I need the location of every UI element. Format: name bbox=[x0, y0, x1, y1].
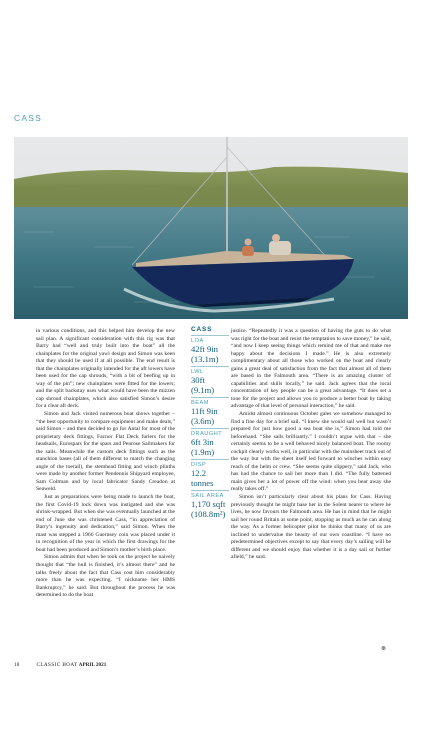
spec-box bbox=[191, 326, 229, 521]
spec-item-draught bbox=[191, 431, 229, 457]
spec-title: CASS bbox=[191, 326, 213, 333]
spec-label: DISP bbox=[191, 462, 207, 468]
spec-value: (108.8m²) bbox=[191, 509, 226, 519]
spec-label: LOA bbox=[191, 338, 204, 344]
spec-item-loa bbox=[191, 338, 229, 364]
spec-label: LWL bbox=[191, 369, 204, 375]
yacht-photo bbox=[14, 137, 408, 319]
page-number: 18 bbox=[14, 662, 20, 668]
spec-value: 6ft 3in bbox=[191, 437, 214, 447]
yacht-photo-art bbox=[14, 137, 408, 319]
spec-item-disp bbox=[191, 462, 229, 488]
spec-item-sail-area bbox=[191, 493, 229, 519]
spec-item-lwl bbox=[191, 369, 229, 395]
paragraph: Amidst almost continuous October gales we somehow managed to find a fine day for a brief sail. “I knew she would sail well but wasn’t prepared for just how good a sea boat she is,” Simon had told me beforehand. “She sails brilliantly.” I couldn’t argue with that – she certainly seems to be a well behaved nicely balanced boat. The roomy cockpit clearly works well, in particular with the mainsheet track out of the way but with the sheet itself led forward to winches within easy reach of the helm or crew. “She seems quite slippery,” said Jack, who has had the chance to sail her more than I did. “The fully battened main gives her a lot of power off the wind: when you bear away she really takes off.” bbox=[231, 411, 391, 493]
spec-value: (3.6m) bbox=[191, 416, 215, 426]
spec-item-beam bbox=[191, 400, 229, 426]
spec-divider bbox=[191, 397, 229, 398]
spec-divider bbox=[191, 490, 229, 491]
spec-value: (13.1m) bbox=[191, 354, 219, 364]
section-tag: CASS bbox=[14, 113, 42, 123]
end-mark-icon: ⊛ bbox=[381, 646, 387, 652]
spec-divider bbox=[191, 459, 229, 460]
paragraph: Simon and Jack visited numerous boat shows together – “the best opportunity to compare equipment and make deals,” said Simon – and then decided to go for Antal for most of the proprietary deck fittings, Facnor Flat Deck furlers for the headsails, Eurospars for the spars and Penrose Sailmakers for the sails. Meanwhile the custom deck fittings such as the stanchion bases (all of them different to match the changing angle of the toerail), the stemhead fitting and winch plinths were made by another former Pendennis Shipyard employee, Sam Coltman and by local fabricator Sandy Creadon at Seaweld. bbox=[36, 411, 175, 493]
spec-label: BEAM bbox=[191, 400, 209, 406]
spec-value: 42ft 9in bbox=[191, 344, 218, 354]
paragraph: Simon admits that when he took on the project he naively thought that “the hull is finished, it’s almost there” and he talks freely about the fact that Cass cost him considerably more than he was expecting. “I nickname her HMS Bankruptcy,” he said. But throughout the process he was determined to do the boat bbox=[36, 554, 175, 599]
spec-value: 11ft 9in bbox=[191, 406, 218, 416]
paragraph: Simon isn’t particularly clear about his plans for Cass. Having previously thought he might base her in the Solent nearer to where he lives, he now favours the Falmouth area. He has in mind that he might sail her round Britain at some point, stopping as much as he can along the way. As a former helicopter pilot he thinks that many of us are inclined to undervalue the beauty of our own coastline. “I have no predetermined objectives except to say that every day’s sailing will be different and we should enjoy that whether it is a day sail or further afield,” he said. bbox=[231, 494, 391, 561]
paragraph: in various conditions, and this helped him develop the new sail plan. A significant consideration with this rig was that Barry had “well and truly built into the boat” all the chainplates for the original yawl design and Simon was keen that they should be used if at all possible. The end result is that the chainplates originally intended for the aft lowers have been used for the cap shrouds, “with a bit of beefing up in way of the pin”; new chainplates were fitted for the lowers; and the split backstay uses what would have been the mizzen cap shroud chainplates, which also satisfied Simon’s desire for a clear aft deck. bbox=[36, 328, 175, 410]
page-footer bbox=[14, 662, 106, 668]
spec-value: 12.2 tonnes bbox=[191, 468, 214, 488]
paragraph: justice. “Repeatedly it was a question of having the guts to do what was right for the boat and resist the temptation to save money,” he said, “and now I keep seeing things which remind me of that and make me happy about the decisions I made.” He is also extremely complimentary about all those who worked on the boat and clearly gains a great deal of satisfaction from the fact that almost all of them are based in the Falmouth area. “There is an amazing cluster of capabilities and skills locally,” he said. Jack agrees that the local concentration of key people can be a great advantage. “It does set a tone for the project and allows you to produce a better boat by taking advantage of that level of personal interaction,” he said. bbox=[231, 328, 391, 410]
paragraph: Just as preparations were being made to launch the boat, the first Covid-19 lock down was instigated and she was shrink-wrapped. But when she was eventually launched at the end of June she was christened Cass, “in appreciation of Barry’s ingenuity and dedication,” said Simon. When the mast was stepped a 1966 Guernsey coin was placed under it in recognition of the year in which the first drawings for the boat had been produced and Simon’s mother’s birth place. bbox=[36, 494, 175, 553]
spec-value: 1,170 sqft bbox=[191, 499, 226, 509]
spec-value: 30ft (9.1m) bbox=[191, 375, 215, 395]
spec-label: DRAUGHT bbox=[191, 431, 223, 437]
magazine-name: CLASSIC BOAT bbox=[36, 662, 78, 668]
article-column-right bbox=[231, 328, 391, 562]
article-column-left bbox=[36, 328, 175, 600]
spec-divider bbox=[191, 428, 229, 429]
spec-divider bbox=[191, 366, 229, 367]
spec-value: (1.9m) bbox=[191, 447, 215, 457]
spec-label: SAIL AREA bbox=[191, 493, 224, 499]
spec-divider bbox=[191, 335, 229, 336]
issue-date: APRIL 2021 bbox=[78, 662, 107, 668]
